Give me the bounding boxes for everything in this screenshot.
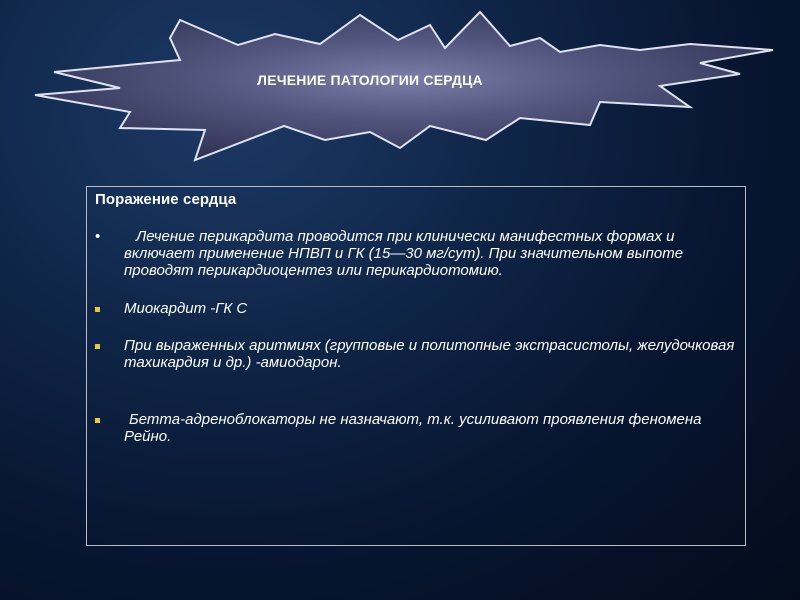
section-heading: Поражение сердца xyxy=(95,191,237,208)
round-bullet-icon: • xyxy=(95,228,101,245)
square-bullet-icon xyxy=(95,344,100,349)
list-item-text: Лечение перикардита проводится при клинически манифестных формах и включает применение НПВП и ГК (15—30 мг/сут). При значительном выпоте проводят перикардиоцентез или перикардиотомию. xyxy=(124,228,684,279)
list-item xyxy=(95,300,735,317)
list-item-text: Бетта-адреноблокаторы не назначают, т.к. усиливают проявления феномена Рейно. xyxy=(124,411,702,445)
content-box xyxy=(86,186,746,546)
list-item-text: Миокардит -ГК С xyxy=(124,300,248,317)
list-item xyxy=(95,228,735,279)
starburst-shape xyxy=(0,0,800,180)
list-item xyxy=(95,411,735,445)
list-item-text: При выраженных аритмиях (групповые и политопные экстрасистолы, желудочковая тахикардия и др.) -амиодарон. xyxy=(124,337,735,371)
list-item xyxy=(95,337,735,371)
slide-title: ЛЕЧЕНИЕ ПАТОЛОГИИ СЕРДЦА xyxy=(257,72,483,88)
square-bullet-icon xyxy=(95,307,100,312)
square-bullet-icon xyxy=(95,418,100,423)
